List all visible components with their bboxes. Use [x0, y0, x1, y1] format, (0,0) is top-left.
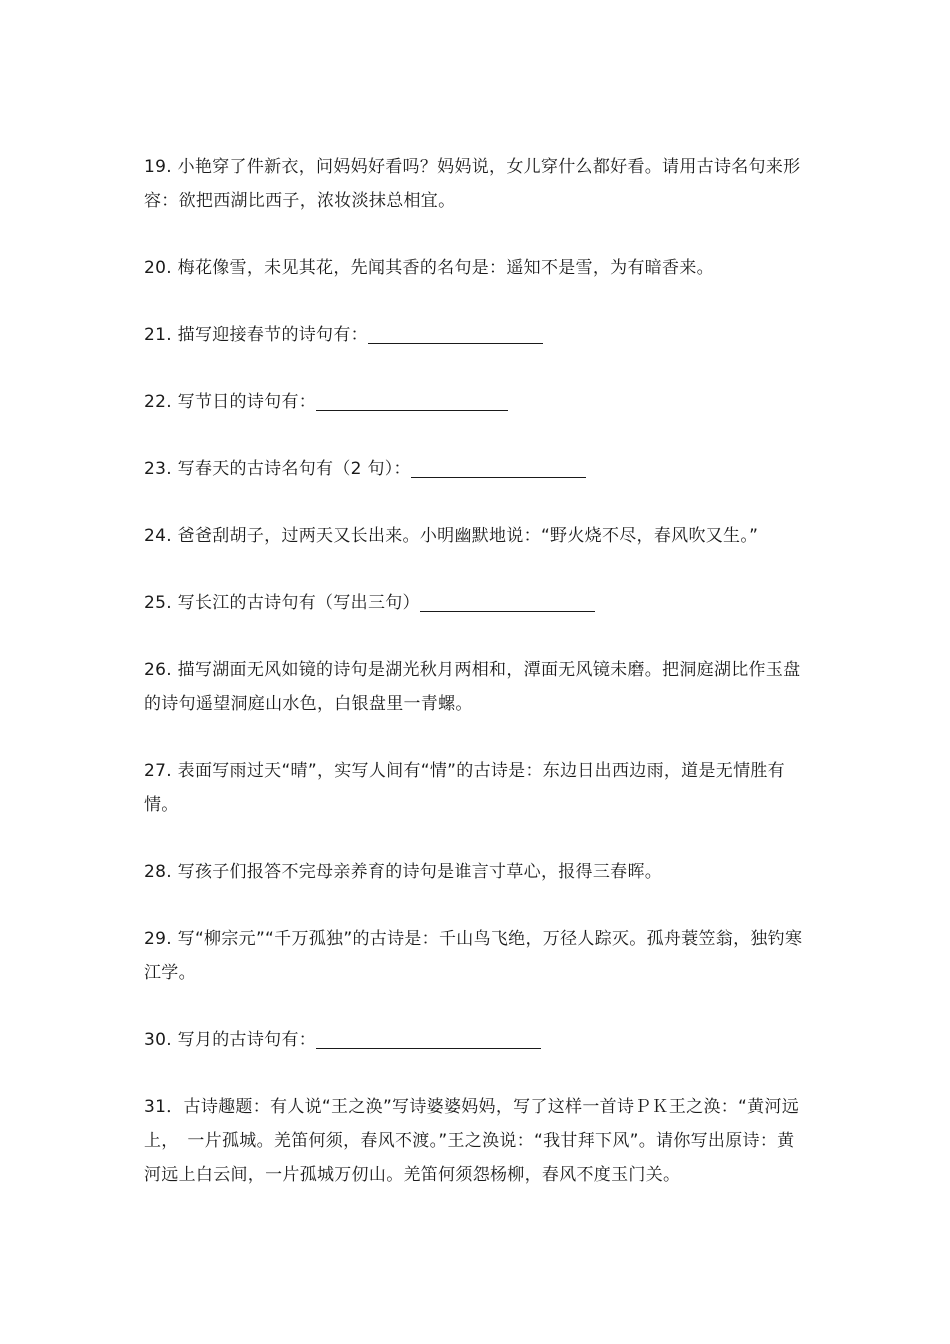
question-29: 29. 写“柳宗元”“千万孤独”的古诗是：千山鸟飞绝，万径人踪灭。孤舟蓑笠翁，独钓寒江学。	[144, 929, 803, 983]
question-21-text: 21. 描写迎接春节的诗句有：	[144, 325, 368, 345]
answer-blank-30[interactable]	[316, 1026, 541, 1049]
question-28: 28. 写孩子们报答不完母亲养育的诗句是谁言寸草心，报得三春晖。	[144, 862, 663, 882]
question-30-text: 30. 写月的古诗句有：	[144, 1030, 317, 1050]
question-25-text: 25. 写长江的古诗句有（写出三句）	[144, 593, 420, 613]
question-25	[144, 586, 808, 620]
answer-blank-22[interactable]	[316, 388, 508, 411]
answer-blank-21[interactable]	[368, 321, 543, 344]
question-26: 26. 描写湖面无风如镜的诗句是湖光秋月两相和，潭面无风镜未磨。把洞庭湖比作玉盘的诗句遥望洞庭山水色，白银盘里一青螺。	[144, 660, 801, 714]
question-19: 19. 小艳穿了件新衣，问妈妈好看吗？妈妈说，女儿穿什么都好看。请用古诗名句来形容：欲把西湖比西子，浓妆淡抹总相宜。	[144, 157, 801, 211]
question-24: 24. 爸爸刮胡子，过两天又长出来。小明幽默地说：“野火烧不尽，春风吹又生。”	[144, 526, 759, 546]
question-20: 20. 梅花像雪，未见其花，先闻其香的名句是：遥知不是雪，为有暗香来。	[144, 258, 714, 278]
question-22	[144, 385, 808, 419]
answer-blank-25[interactable]	[420, 589, 595, 612]
question-23	[144, 452, 808, 486]
question-27: 27. 表面写雨过天“晴”，实写人间有“情”的古诗是：东边日出西边雨，道是无情胜有情。	[144, 761, 785, 815]
question-22-text: 22. 写节日的诗句有：	[144, 392, 317, 412]
question-21	[144, 318, 808, 352]
question-30	[144, 1023, 808, 1057]
question-31: 31．古诗趣题：有人说“王之涣”写诗婆婆妈妈，写了这样一首诗ＰＫ王之涣：“黄河远上， 一片孤城。羌笛何须，春风不渡。”王之涣说：“我甘拜下风”。请你写出原诗：黄河远上白云间，一片孤城万仞山。羌笛何须怨杨柳，春风不度玉门关。	[144, 1097, 800, 1185]
question-list	[144, 150, 808, 1225]
question-23-text: 23. 写春天的古诗名句有（2 句）：	[144, 459, 411, 479]
answer-blank-23[interactable]	[411, 455, 586, 478]
